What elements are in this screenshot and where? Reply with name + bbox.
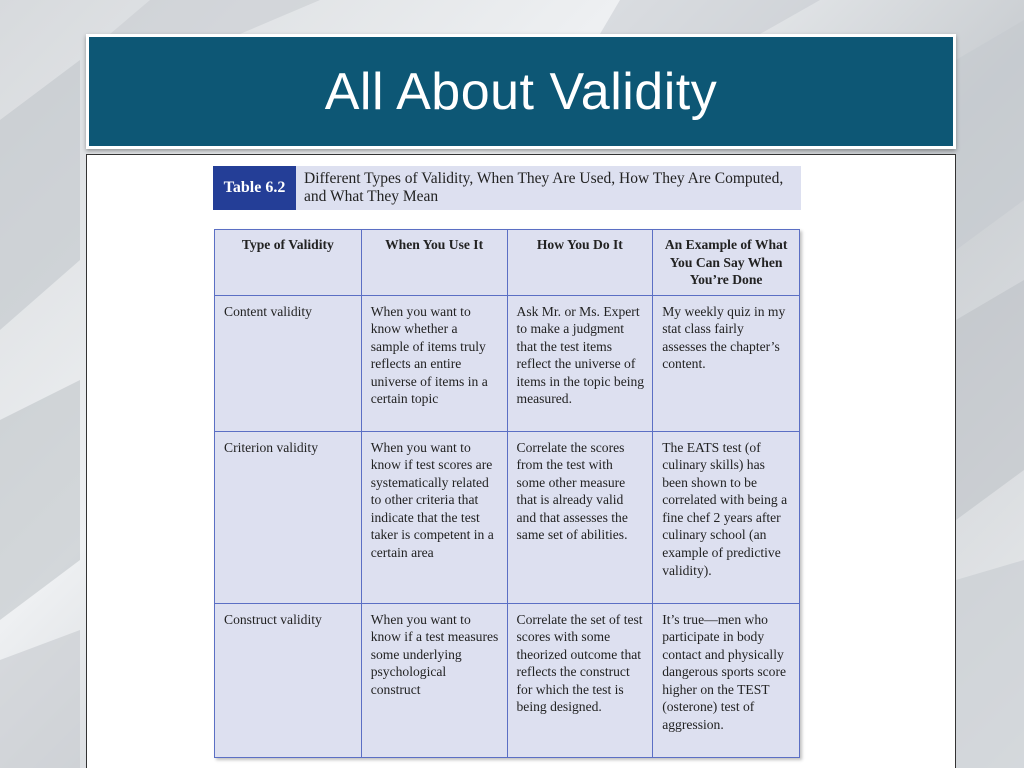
cell-validity-type: Construct validity (215, 603, 362, 757)
cell-when-used: When you want to know if test scores are systematically related to other criteria that indicate that the test taker is competent in a certain area (361, 431, 507, 603)
table-row (215, 603, 800, 757)
table-header-row (215, 230, 800, 296)
table-row (215, 295, 800, 431)
header-how-you-do-it: How You Do It (507, 230, 653, 296)
validity-table (214, 229, 800, 758)
cell-how-done: Correlate the scores from the test with some other measure that is already valid and that assesses the same set of abilities. (507, 431, 653, 603)
table-caption-text: Different Types of Validity, When They Are Used, How They Are Computed, and What They Mean (304, 170, 784, 205)
cell-how-done: Ask Mr. or Ms. Expert to make a judgment that the test items reflect the universe of items in the topic being measured. (507, 295, 653, 431)
table-caption (213, 166, 801, 210)
cell-example: It’s true—men who participate in body contact and physically dangerous sports score higher on the TEST (osterone) test of aggression. (653, 603, 800, 757)
slide-title: All About Validity (324, 62, 718, 121)
header-example: An Example of What You Can Say When You’re Done (653, 230, 800, 296)
header-when-you-use-it: When You Use It (361, 230, 507, 296)
cell-when-used: When you want to know whether a sample of items truly reflects an entire universe of items in a certain topic (361, 295, 507, 431)
cell-when-used: When you want to know if a test measures some underlying psychological construct (361, 603, 507, 757)
cell-validity-type: Content validity (215, 295, 362, 431)
header-type-of-validity: Type of Validity (215, 230, 362, 296)
cell-example: The EATS test (of culinary skills) has been shown to be correlated with being a fine chef 2 years after culinary school (an example of predictive validity). (653, 431, 800, 603)
table-number-label: Table 6.2 (213, 166, 296, 210)
cell-how-done: Correlate the set of test scores with some theorized outcome that reflects the construct for which the test is being designed. (507, 603, 653, 757)
title-bar (86, 34, 956, 149)
table-row (215, 431, 800, 603)
cell-validity-type: Criterion validity (215, 431, 362, 603)
cell-example: My weekly quiz in my stat class fairly assesses the chapter’s content. (653, 295, 800, 431)
